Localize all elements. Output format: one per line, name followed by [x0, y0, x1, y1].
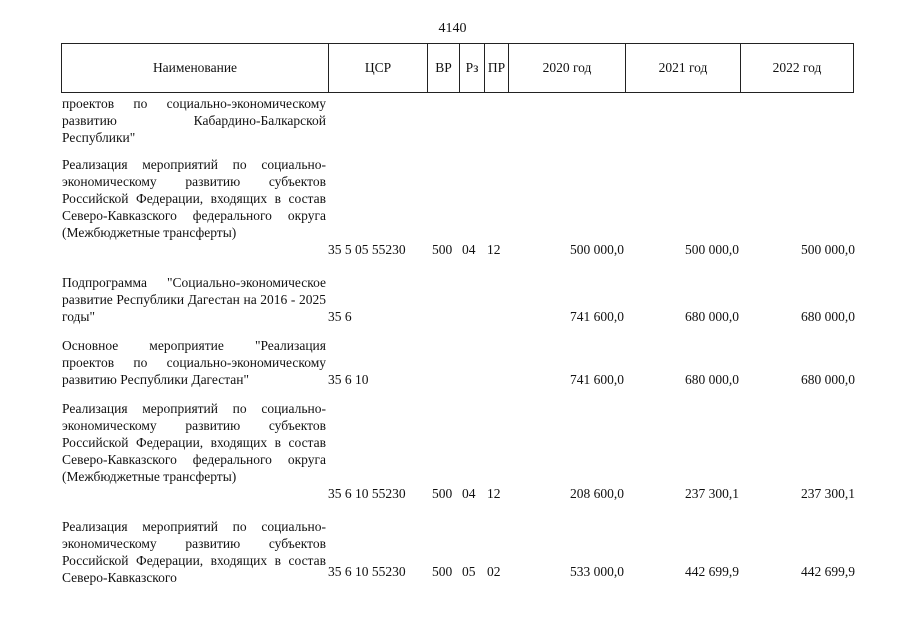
- row-2020: 741 600,0: [570, 309, 624, 324]
- row-2021: 500 000,0: [685, 242, 739, 257]
- row-rz: 04: [462, 486, 476, 501]
- header-2022: 2022 год: [772, 60, 822, 75]
- row-2022: 442 699,9: [801, 564, 855, 579]
- header-vr: ВР: [435, 60, 452, 75]
- table-header: [61, 43, 854, 93]
- row-vr: 500: [432, 564, 453, 579]
- row-csr: 35 6 10: [328, 372, 369, 387]
- row-rz: 05: [462, 564, 476, 579]
- row-vr: 500: [432, 486, 453, 501]
- row-2021: 237 300,1: [685, 486, 739, 501]
- row-2022: 680 000,0: [801, 309, 855, 324]
- header-pr: ПР: [487, 60, 506, 75]
- row-rz: 04: [462, 242, 476, 257]
- row-2022: 680 000,0: [801, 372, 855, 387]
- row-2021: 680 000,0: [685, 372, 739, 387]
- row-2020: 208 600,0: [570, 486, 624, 501]
- row-csr: 35 5 05 55230: [328, 242, 406, 257]
- row-name: проектов по социально-экономическому развитию Кабардино-Балкарской Республики": [62, 96, 326, 145]
- row-2021: 442 699,9: [685, 564, 739, 579]
- row-pr: 02: [487, 564, 501, 579]
- row-csr: 35 6 10 55230: [328, 564, 406, 579]
- row-pr: 12: [487, 486, 501, 501]
- header-csr: ЦСР: [364, 60, 392, 75]
- row-name: Подпрограмма "Социально-экономическое развитие Республики Дагестан на 2016 - 2025 годы": [62, 275, 326, 324]
- row-pr: 12: [487, 242, 501, 257]
- row-2020: 533 000,0: [570, 564, 624, 579]
- page-number: 4140: [438, 21, 467, 36]
- row-vr: 500: [432, 242, 453, 257]
- row-2020: 500 000,0: [570, 242, 624, 257]
- row-2022: 237 300,1: [801, 486, 855, 501]
- row-2022: 500 000,0: [801, 242, 855, 257]
- row-name: Реализация мероприятий по социально-экономическому развитию субъектов Российской Федерации, входящих в состав Северо-Кавказского федерального округа (Межбюджетные трансферты): [62, 401, 326, 484]
- header-2021: 2021 год: [658, 60, 708, 75]
- row-2020: 741 600,0: [570, 372, 624, 387]
- row-2021: 680 000,0: [685, 309, 739, 324]
- header-2020: 2020 год: [542, 60, 592, 75]
- row-name: Реализация мероприятий по социально-экономическому развитию субъектов Российской Федерации, входящих в состав Северо-Кавказского: [62, 519, 326, 585]
- row-csr: 35 6 10 55230: [328, 486, 406, 501]
- header-name: Наименование: [152, 60, 238, 75]
- row-name: Основное мероприятие "Реализация проектов по социально-экономическому развитию Республики Дагестан": [62, 338, 326, 387]
- row-name: Реализация мероприятий по социально-экономическому развитию субъектов Российской Федерации, входящих в состав Северо-Кавказского федерального округа (Межбюджетные трансферты): [62, 157, 326, 240]
- header-rz: Рз: [465, 60, 479, 75]
- row-csr: 35 6: [328, 309, 352, 324]
